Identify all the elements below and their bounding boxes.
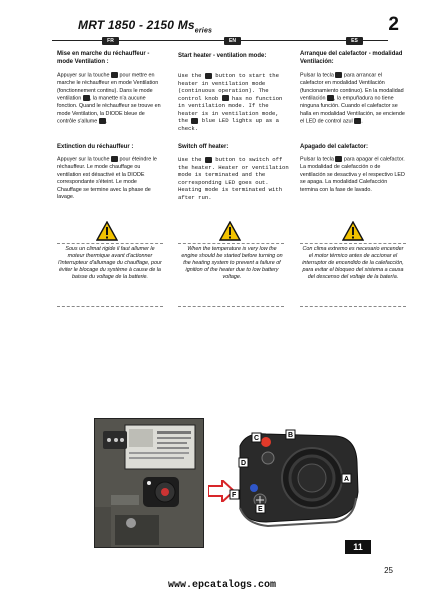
es-heading-off: Apagado del calefactor: bbox=[300, 144, 369, 150]
model-title: MRT 1850 - 2150 $Ms_{eries}$ bbox=[78, 18, 213, 35]
control-panel-diagram bbox=[226, 428, 360, 528]
button-symbol-icon bbox=[335, 156, 342, 162]
es-heading-start: Arranque del calefactor - modalidad Ventilación: bbox=[300, 51, 403, 65]
fr-text-off: Appuyer sur la touche pour éteindre le réchauffeur. Le mode chauffage ou ventilation est désactivé et la DIODE correspondante s'éteint. Le mode Chauffage se termine avec la phase de lavage. bbox=[57, 156, 157, 201]
es-warning-text: Con clima extremo es necesario encender el motor térmico antes de accionar el interruptor de encendido de la calefacción, para evitar el bloqueo del sistema a causa del descenso del voltaje de la batería. bbox=[302, 246, 404, 280]
fr-warning-bottom-rule bbox=[57, 306, 163, 307]
button-symbol-icon bbox=[111, 72, 118, 78]
label-e: E bbox=[258, 506, 263, 513]
es-warning-bottom-rule bbox=[300, 306, 406, 307]
button-symbol-icon bbox=[205, 157, 212, 163]
fr-warning-text: Sous un climat rigide il faut allumer le moteur thermique avant d'actionner l'interrupteur d'allumage du chauffage, pour éviter le blocage du système à cause de la baisse du voltage de la batterie. bbox=[58, 246, 162, 280]
footer-url[interactable]: www.epcatalogs.com bbox=[168, 580, 277, 591]
button-symbol-icon bbox=[83, 95, 90, 101]
button-symbol-icon bbox=[335, 72, 342, 78]
button-symbol-icon bbox=[354, 118, 361, 124]
fr-heading-start: Mise en marche du réchauffeur - mode Ventilation : bbox=[57, 51, 150, 65]
warning-triangle-icon bbox=[342, 221, 364, 241]
label-a: A bbox=[344, 476, 350, 483]
en-text-start: Use the button to start the heater in ventilation mode (continuous operation). The control knob has no function in ventilation mode. If the heater is in ventilation mode, the blue LED lights up as a check. bbox=[178, 72, 283, 132]
fr-text-start: Appuyer sur la touche pour mettre en marche le réchauffeur en mode Ventilation (fonctionnement continu). Dans le mode ventilation , la manette n'a aucune fonction. Quand le réchauffeur se trouve en mode Ventilation, la DIODE bleue de contrôle s'allume . bbox=[57, 72, 161, 125]
en-heading-off: Switch off heater: bbox=[178, 144, 229, 150]
warning-triangle-icon bbox=[96, 221, 118, 241]
lang-tag-en: EN bbox=[224, 37, 241, 45]
en-warning-text: When the temperature is very low the engine should be started before turning on the heating system to prevent a failure of ignition of the heater due to low battery voltage. bbox=[181, 246, 283, 280]
label-b: B bbox=[288, 432, 294, 439]
warning-triangle-icon bbox=[219, 221, 241, 241]
lang-tag-fr: FR bbox=[102, 37, 119, 45]
section-number: 2 bbox=[388, 14, 399, 35]
es-warning-top-rule bbox=[300, 243, 406, 244]
es-text-start: Pulsar la tecla para arrancar el calefactor en modalidad Ventilación (funcionamiento continuo). En la modalidad ventilación , la empuñadura no tiene ninguna función. Cuando el calefactor se halla en modalidad Ventilación, se enciende el LED de control azul . bbox=[300, 72, 405, 125]
figure-number: 11 bbox=[345, 540, 371, 554]
fr-heading-off: Extinction du réchauffeur : bbox=[57, 144, 134, 150]
en-heading-start: Start heater - ventilation mode: bbox=[178, 53, 267, 59]
button-symbol-icon bbox=[111, 156, 118, 162]
button-symbol-icon bbox=[222, 95, 229, 101]
lang-tag-es: ES bbox=[346, 37, 363, 45]
button-symbol-icon bbox=[191, 118, 198, 124]
en-text-off: Use the button to switch off the heater. Heater or ventilation mode is terminated and the corresponding LED goes out. Heating mode is terminated with after run. bbox=[178, 156, 289, 201]
installation-photo bbox=[94, 418, 204, 548]
page-number: 25 bbox=[384, 566, 393, 575]
es-text-off: Pulsar la tecla para apagar el calefactor. La modalidad de calefacción o de ventilación se desactiva y el respectivo LED se apaga. La modalidad Calefacción termina con la fase de lavado. bbox=[300, 156, 405, 193]
button-symbol-icon bbox=[99, 118, 106, 124]
label-f: F bbox=[232, 492, 237, 499]
label-d: D bbox=[241, 460, 247, 467]
fr-warning-top-rule bbox=[57, 243, 163, 244]
button-symbol-icon bbox=[205, 73, 212, 79]
label-c: C bbox=[254, 435, 260, 442]
en-warning-top-rule bbox=[178, 243, 284, 244]
en-warning-bottom-rule bbox=[178, 306, 284, 307]
button-symbol-icon bbox=[327, 95, 334, 101]
